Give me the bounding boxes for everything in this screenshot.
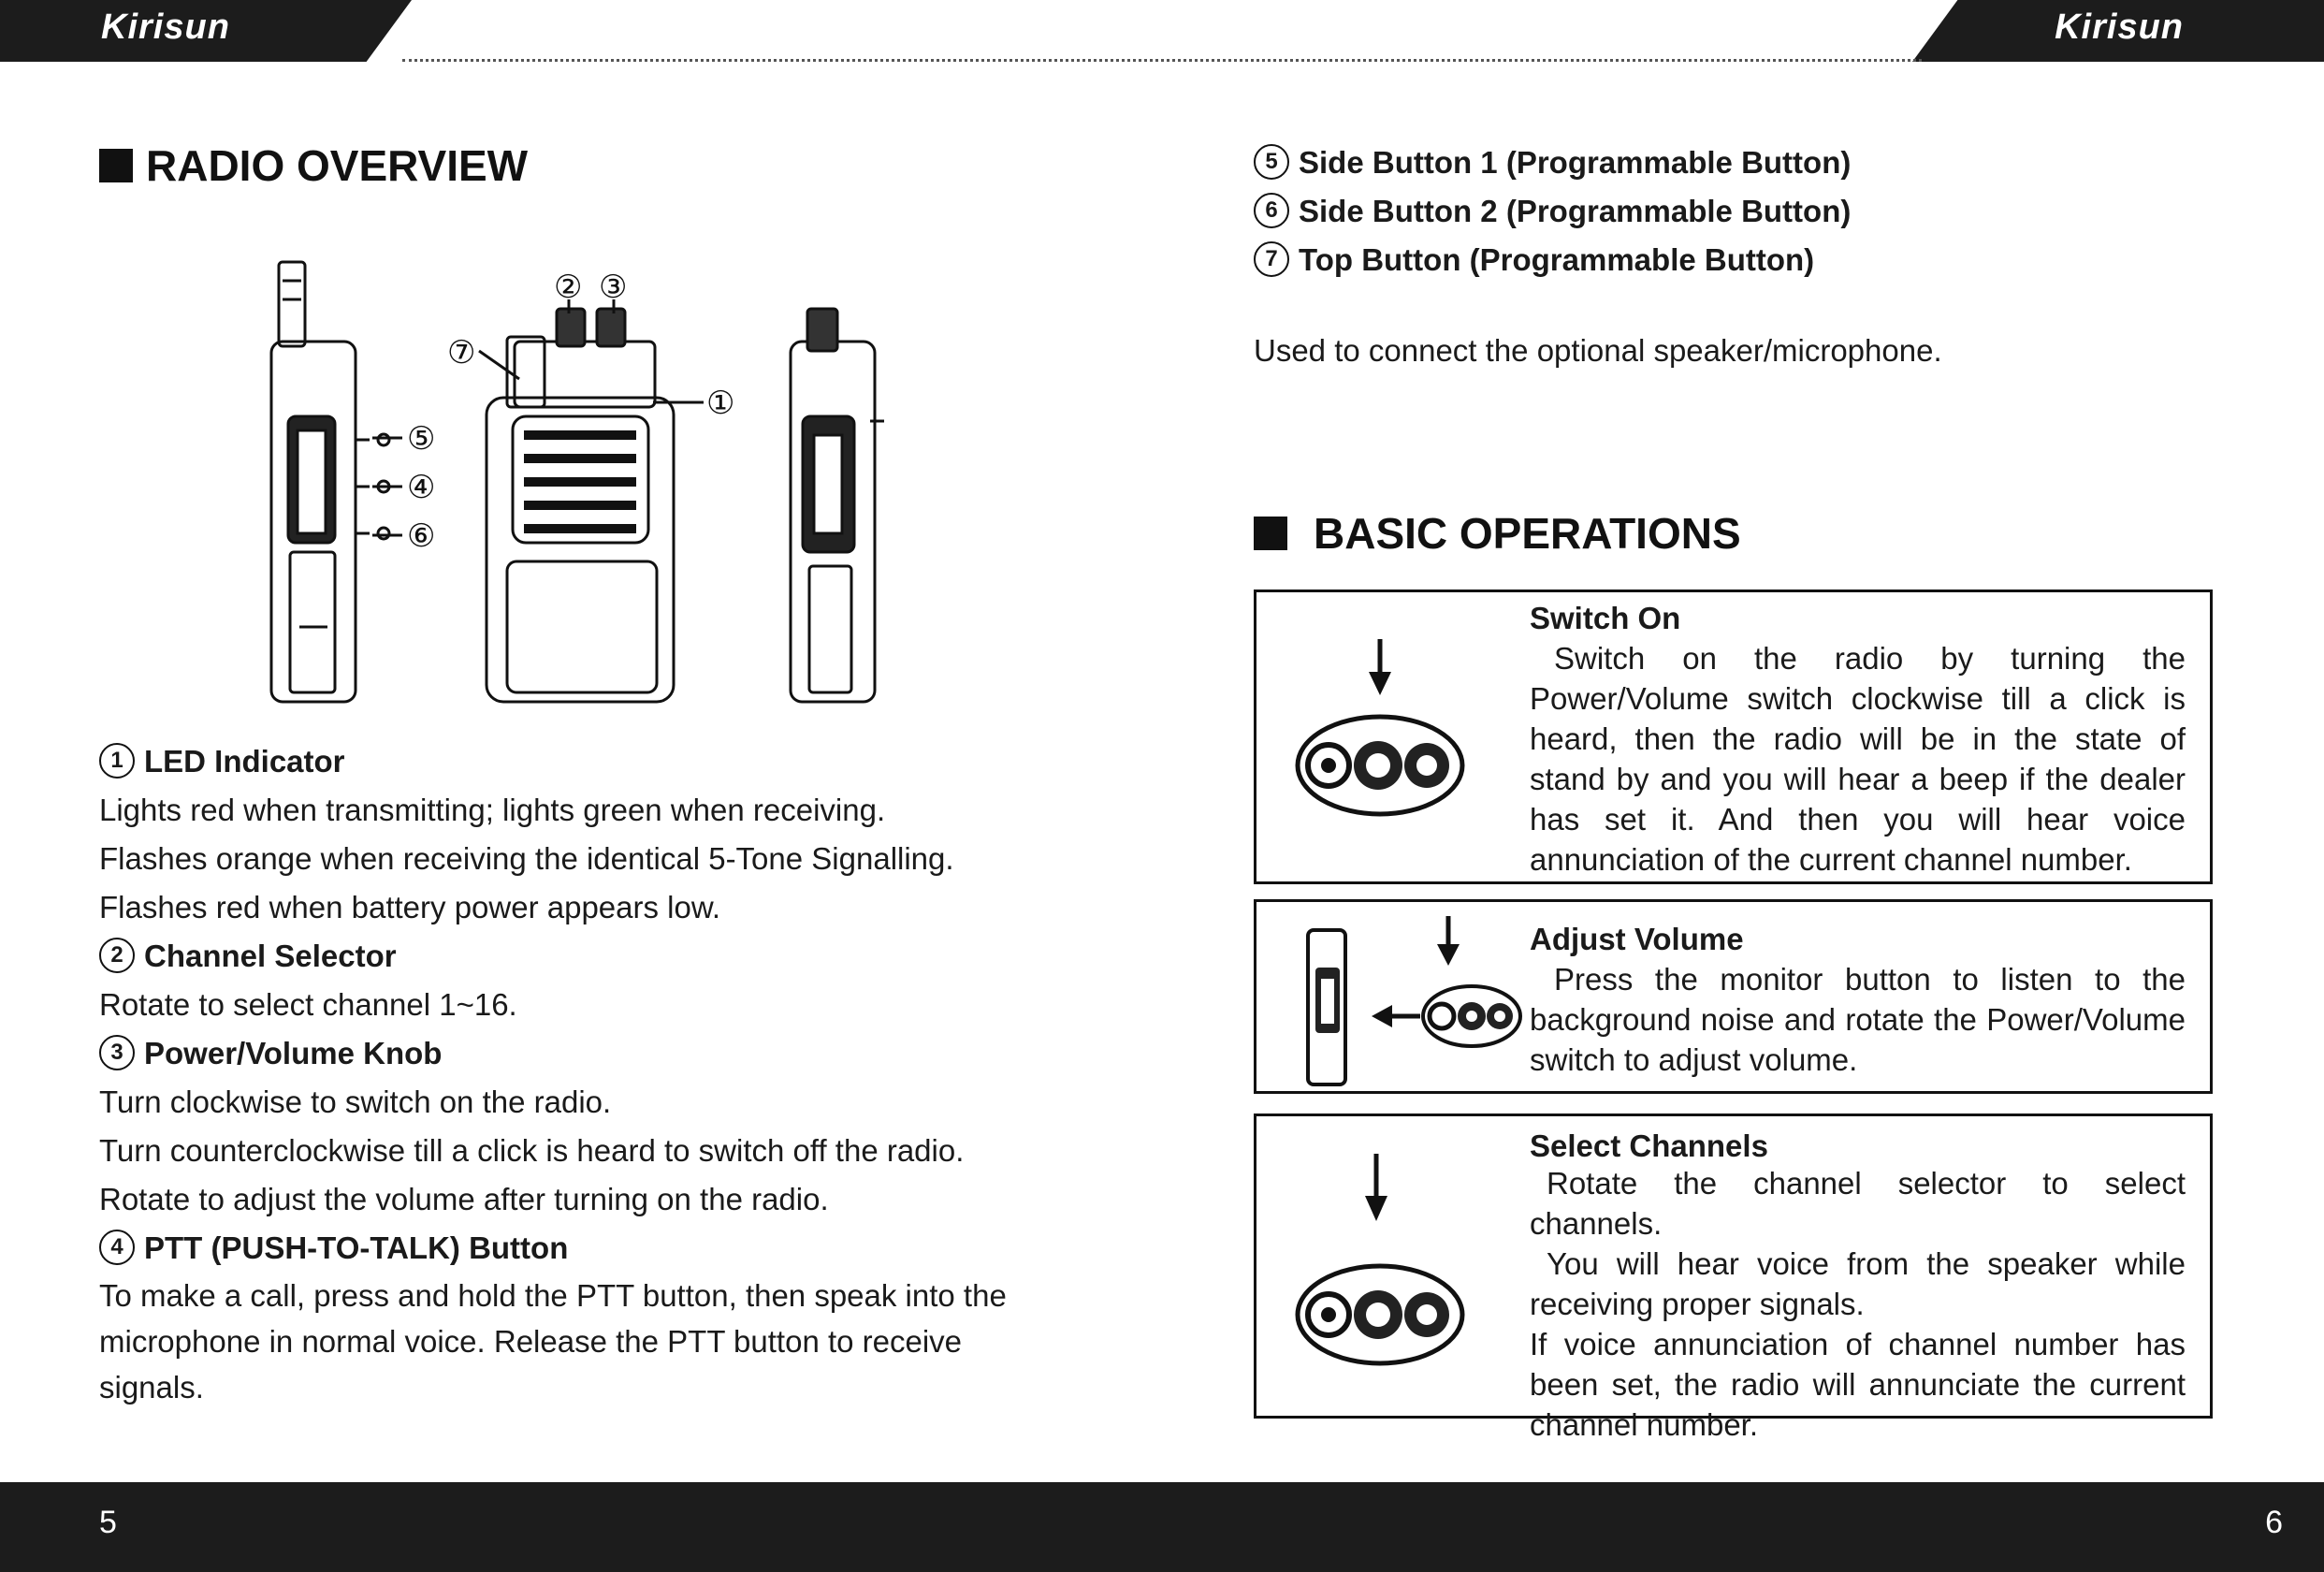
diagram-label-5: ⑤ <box>407 421 436 457</box>
channel-selector-icon <box>1294 1154 1481 1378</box>
section-heading: RADIO OVERVIEW <box>99 140 528 191</box>
op-title: Select Channels <box>1530 1128 1768 1163</box>
op-text: Rotate the channel selector to select channels. <box>1530 1166 2186 1241</box>
number-badge: 5 <box>1254 144 1289 180</box>
item-text: Turn clockwise to switch on the radio. <box>99 1084 612 1119</box>
section-heading: BASIC OPERATIONS <box>1254 508 1741 559</box>
radio-front-view <box>487 309 674 702</box>
header-divider <box>402 59 1922 62</box>
list-item <box>99 932 1053 1029</box>
connect-text: Used to connect the optional speaker/microphone. <box>1254 333 1942 368</box>
brand-logo: Kirisun <box>101 7 230 47</box>
item-text: microphone in normal voice. Release the PTT button to receive <box>99 1324 963 1359</box>
list-item <box>99 1224 1053 1410</box>
item-title: PTT (PUSH-TO-TALK) Button <box>144 1230 569 1265</box>
list-item <box>99 1029 1053 1224</box>
item-title: Channel Selector <box>144 939 397 973</box>
knob-top-icon <box>1294 639 1481 826</box>
op-text: If voice annunciation of channel number has been set, the radio will annunciate the current channel number. <box>1530 1327 2186 1442</box>
volume-adjust-icon <box>1299 911 1523 1089</box>
item-text: Rotate to select channel 1~16. <box>99 987 517 1022</box>
item-title: LED Indicator <box>144 744 345 779</box>
number-badge: 7 <box>1254 241 1289 277</box>
radio-overview-list <box>99 737 1053 1410</box>
diagram-label-7: ⑦ <box>447 335 476 371</box>
diagram-label-2: ② <box>554 269 583 305</box>
footer-bar <box>0 1482 2324 1572</box>
item-text: Rotate to adjust the volume after turning on the radio. <box>99 1182 829 1216</box>
list-item: 6 Side Button 2 (Programmable Button) <box>1254 187 1851 236</box>
number-badge: 4 <box>99 1230 135 1265</box>
diagram-label-1: ① <box>706 386 735 421</box>
item-title: Power/Volume Knob <box>144 1036 443 1070</box>
brand-logo: Kirisun <box>2055 7 2184 47</box>
number-badge: 1 <box>99 743 135 779</box>
item-text: Flashes red when battery power appears low. <box>99 890 721 924</box>
item-text: To make a call, press and hold the PTT button, then speak into the <box>99 1278 1007 1313</box>
page-number: 6 <box>2265 1505 2283 1540</box>
list-item: 5 Side Button 1 (Programmable Button) <box>1254 138 1851 187</box>
operation-box-adjust-volume <box>1254 899 2213 1094</box>
op-title: Switch On <box>1530 601 1681 635</box>
radio-side-view-right <box>791 309 884 702</box>
operation-box-switch-on <box>1254 590 2213 884</box>
number-badge: 3 <box>99 1035 135 1070</box>
square-bullet-icon <box>99 149 133 182</box>
item-text: Flashes orange when receiving the identical 5-Tone Signalling. <box>99 841 954 876</box>
list-item: 7 Top Button (Programmable Button) <box>1254 236 1851 284</box>
radio-side-view-left <box>271 262 389 702</box>
diagram-label-4: ④ <box>407 470 436 505</box>
diagram-label-6: ⑥ <box>407 518 436 554</box>
number-badge: 2 <box>99 938 135 973</box>
radio-diagram <box>215 253 964 711</box>
item-text: Turn counterclockwise till a click is heard to switch off the radio. <box>99 1133 965 1168</box>
op-text: Switch on the radio by turning the Power/Volume switch clockwise till a click is heard, then the radio will be in the state of stand by and you will hear a beep if the dealer has set it. And then you will hear voice annunciation of the current channel number. <box>1530 641 2186 877</box>
number-badge: 6 <box>1254 193 1289 228</box>
side-button-list <box>1254 138 1851 284</box>
page-number: 5 <box>99 1505 117 1540</box>
operation-box-select-channels <box>1254 1114 2213 1442</box>
op-title: Adjust Volume <box>1530 922 1744 956</box>
op-text: Press the monitor button to listen to the background noise and rotate the Power/Volume switch to adjust volume. <box>1530 962 2186 1077</box>
square-bullet-icon <box>1254 517 1287 550</box>
diagram-label-3: ③ <box>599 269 628 305</box>
op-text: You will hear voice from the speaker while receiving proper signals. <box>1530 1246 2186 1321</box>
list-item <box>99 737 1053 932</box>
item-text: Lights red when transmitting; lights green when receiving. <box>99 793 886 827</box>
item-text: signals. <box>99 1370 204 1405</box>
